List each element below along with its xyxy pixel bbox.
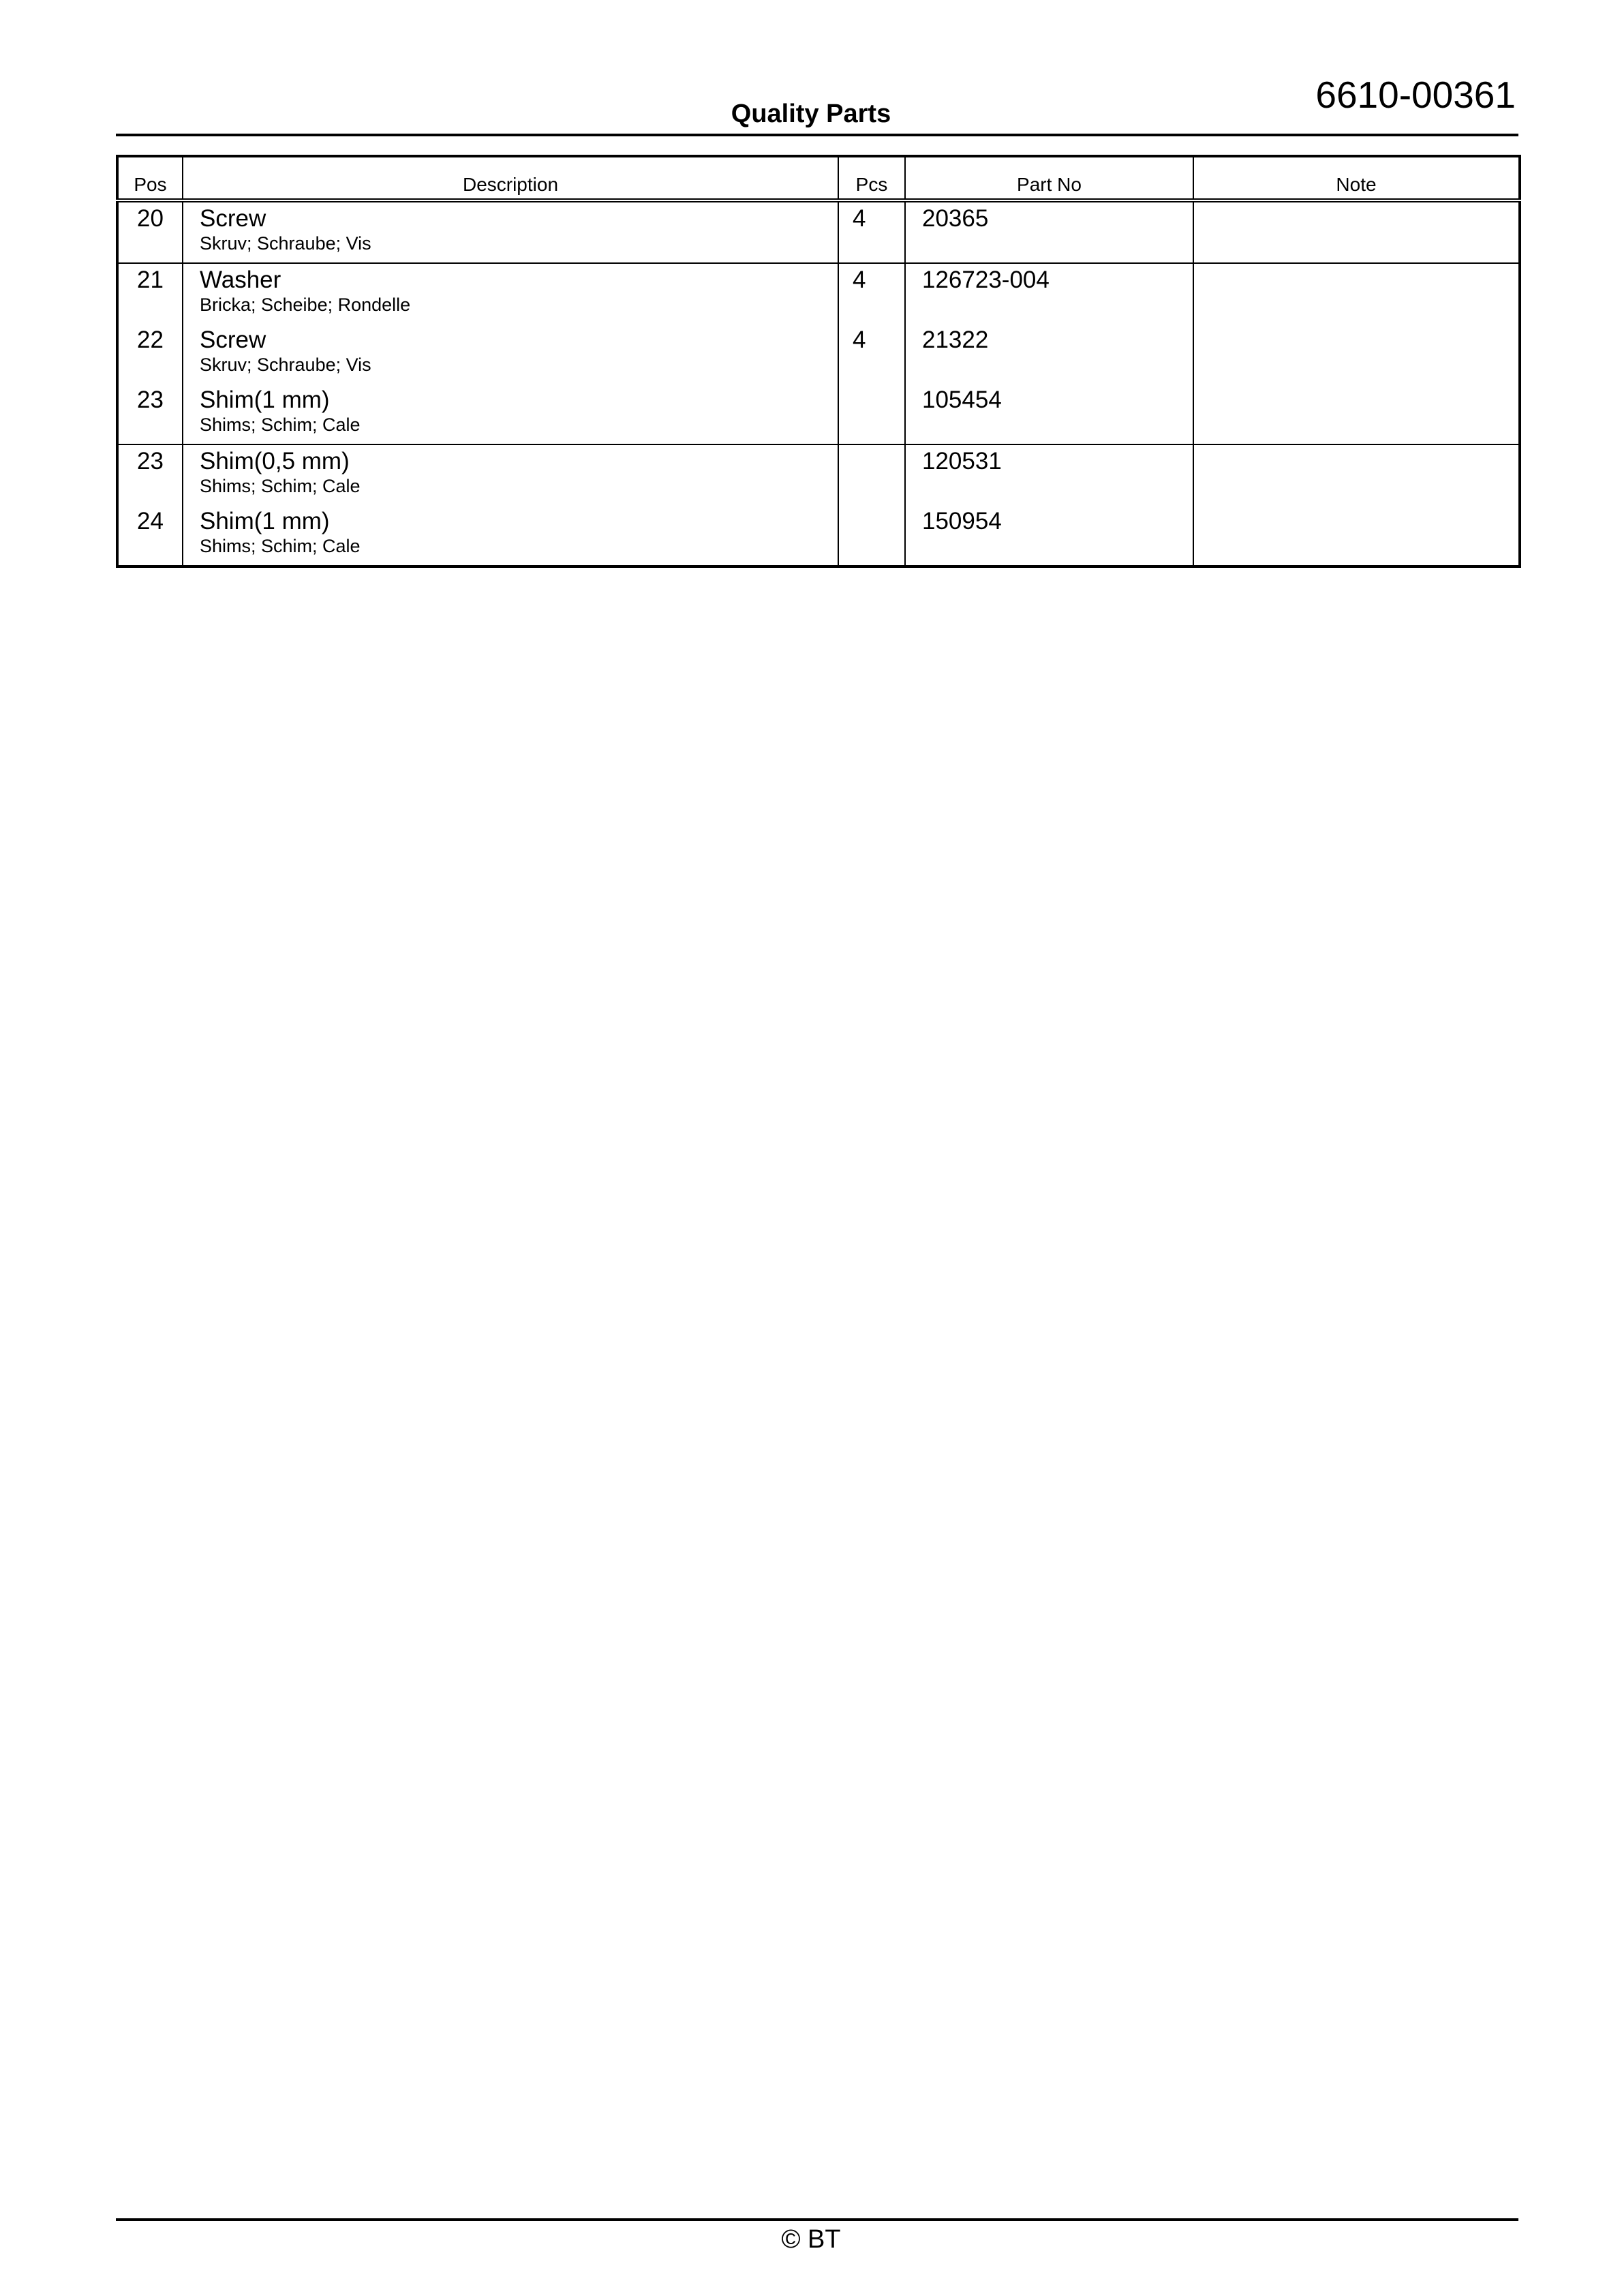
- row-group: [117, 200, 1520, 263]
- part-name: Shim(0,5 mm): [200, 448, 350, 474]
- part-no-cell: [905, 444, 1193, 505]
- part-name: Shim(1 mm): [200, 508, 330, 534]
- pcs-cell: [838, 505, 905, 567]
- part-name: Shim(1 mm): [200, 387, 330, 413]
- pos-cell: [117, 384, 183, 444]
- part-no-cell: [905, 324, 1193, 384]
- pos-value: 23: [137, 448, 164, 474]
- part-translations: Skruv; Schraube; Vis: [200, 233, 371, 254]
- pos-value: 20: [137, 205, 164, 232]
- pcs-cell: [838, 384, 905, 444]
- part-translations: Shims; Schim; Cale: [200, 414, 361, 435]
- copyright-notice: © BT: [781, 2225, 841, 2254]
- pcs-cell: [838, 324, 905, 384]
- page-title: Quality Parts: [731, 100, 891, 128]
- pcs-cell: [838, 263, 905, 324]
- pcs-cell: [838, 444, 905, 505]
- table-row: [117, 324, 1520, 384]
- pcs-value: 4: [853, 205, 866, 232]
- description-cell: [183, 200, 838, 263]
- part-translations: Shims; Schim; Cale: [200, 536, 361, 556]
- pos-value: 21: [137, 267, 164, 293]
- description-cell: [183, 263, 838, 324]
- pos-cell: [117, 505, 183, 567]
- pcs-value: [839, 445, 904, 449]
- pcs-value: 4: [853, 327, 866, 353]
- part-name: Screw: [200, 327, 266, 353]
- pcs-cell: [838, 200, 905, 263]
- table-row: [117, 444, 1520, 505]
- description-cell: [183, 444, 838, 505]
- row-group: [117, 263, 1520, 444]
- pos-value: 23: [137, 387, 164, 413]
- part-translations: Skruv; Schraube; Vis: [200, 354, 371, 375]
- pos-cell: [117, 324, 183, 384]
- header-divider: [116, 134, 1518, 136]
- pcs-value: [839, 505, 904, 509]
- pos-cell: [117, 444, 183, 505]
- part-translations: Bricka; Scheibe; Rondelle: [200, 294, 411, 315]
- pos-value: 24: [137, 508, 164, 534]
- pcs-value: 4: [853, 267, 866, 293]
- description-cell: [183, 324, 838, 384]
- part-number: 20365: [922, 205, 989, 232]
- pos-cell: [117, 200, 183, 263]
- row-group: [117, 444, 1520, 567]
- part-number: 21322: [922, 327, 989, 353]
- pcs-value: [839, 384, 904, 388]
- part-no-cell: [905, 263, 1193, 324]
- column-header-note: Note: [1193, 156, 1520, 200]
- note-cell: [1193, 384, 1520, 444]
- part-name: Screw: [200, 205, 266, 232]
- note-cell: [1193, 444, 1520, 505]
- table-row: [117, 200, 1520, 263]
- part-name: Washer: [200, 267, 281, 293]
- pos-cell: [117, 263, 183, 324]
- column-header-pcs: Pcs: [838, 156, 905, 200]
- column-header-description: Description: [183, 156, 838, 200]
- document-number: 6610-00361: [1315, 74, 1516, 116]
- part-number: 126723-004: [922, 267, 1050, 293]
- pos-value: 22: [137, 327, 164, 353]
- part-number: 105454: [922, 387, 1002, 413]
- part-translations: Shims; Schim; Cale: [200, 476, 361, 496]
- description-cell: [183, 384, 838, 444]
- part-no-cell: [905, 505, 1193, 567]
- note-cell: [1193, 505, 1520, 567]
- description-cell: [183, 505, 838, 567]
- note-cell: [1193, 263, 1520, 324]
- table-row: [117, 505, 1520, 567]
- note-cell: [1193, 324, 1520, 384]
- parts-table: [116, 155, 1521, 568]
- table-row: [117, 263, 1520, 324]
- part-number: 150954: [922, 508, 1002, 534]
- table-row: [117, 384, 1520, 444]
- part-no-cell: [905, 384, 1193, 444]
- note-cell: [1193, 200, 1520, 263]
- column-header-pos: Pos: [117, 156, 183, 200]
- part-no-cell: [905, 200, 1193, 263]
- footer-divider: [116, 2218, 1518, 2221]
- part-number: 120531: [922, 448, 1002, 474]
- column-header-part-no: Part No: [905, 156, 1193, 200]
- table-header-row: [117, 156, 1520, 200]
